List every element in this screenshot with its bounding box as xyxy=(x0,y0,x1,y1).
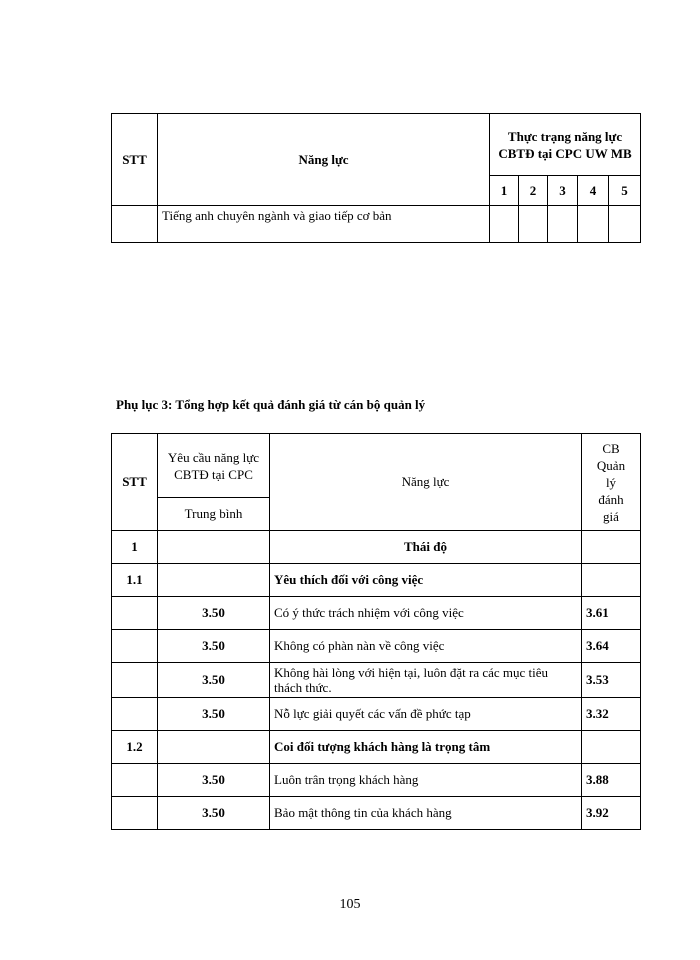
scale-3: 3 xyxy=(548,176,578,206)
page-number: 105 xyxy=(339,897,361,912)
competency-table-continued xyxy=(111,113,641,243)
row-score-3 xyxy=(548,206,578,243)
table-row: 1 Thái độ xyxy=(112,531,641,564)
table-row: 3.50 Nỗ lực giải quyết các vấn đề phức tạp 3.32 xyxy=(112,698,641,731)
row-score-2 xyxy=(519,206,548,243)
row-score-1 xyxy=(490,206,519,243)
header-thuc-trang: Thực trạng năng lực CBTĐ tại CPC UW MB xyxy=(490,114,641,176)
header-stt: STT xyxy=(112,114,158,206)
scale-2: 2 xyxy=(519,176,548,206)
table-row: 1.1 Yêu thích đối với công việc xyxy=(112,564,641,597)
scale-1: 1 xyxy=(490,176,519,206)
appendix-caption: Phụ lục 3: Tổng hợp kết quả đánh giá từ cán bộ quản lý xyxy=(116,397,426,412)
header-stt: STT xyxy=(112,434,158,531)
table-row: 3.50 Có ý thức trách nhiệm với công việc 3.61 xyxy=(112,597,641,630)
row-label: Tiếng anh chuyên ngành và giao tiếp cơ bản xyxy=(158,206,490,243)
table-row: 3.50 Luôn trân trọng khách hàng 3.88 xyxy=(112,764,641,797)
header-nang-luc: Năng lực xyxy=(158,114,490,206)
scale-5: 5 xyxy=(609,176,641,206)
row-score-5 xyxy=(609,206,641,243)
row-stt xyxy=(112,206,158,243)
header-nang-luc: Năng lực xyxy=(270,434,582,531)
table-row: 3.50 Không hài lòng với hiện tại, luôn đặt ra các mục tiêu thách thức. 3.53 xyxy=(112,663,641,698)
header-cb-quan-ly: CB Quản lý đánh giá xyxy=(582,434,641,531)
scale-4: 4 xyxy=(578,176,609,206)
manager-assessment-table xyxy=(111,433,641,830)
header-trung-binh: Trung bình xyxy=(158,498,270,531)
row-score-4 xyxy=(578,206,609,243)
table-row: 3.50 Bảo mật thông tin của khách hàng 3.92 xyxy=(112,797,641,830)
table-row: 3.50 Không có phàn nàn về công việc 3.64 xyxy=(112,630,641,663)
header-yeu-cau: Yêu cầu năng lực CBTĐ tại CPC xyxy=(158,434,270,498)
table-row: 1.2 Coi đối tượng khách hàng là trọng tâm xyxy=(112,731,641,764)
